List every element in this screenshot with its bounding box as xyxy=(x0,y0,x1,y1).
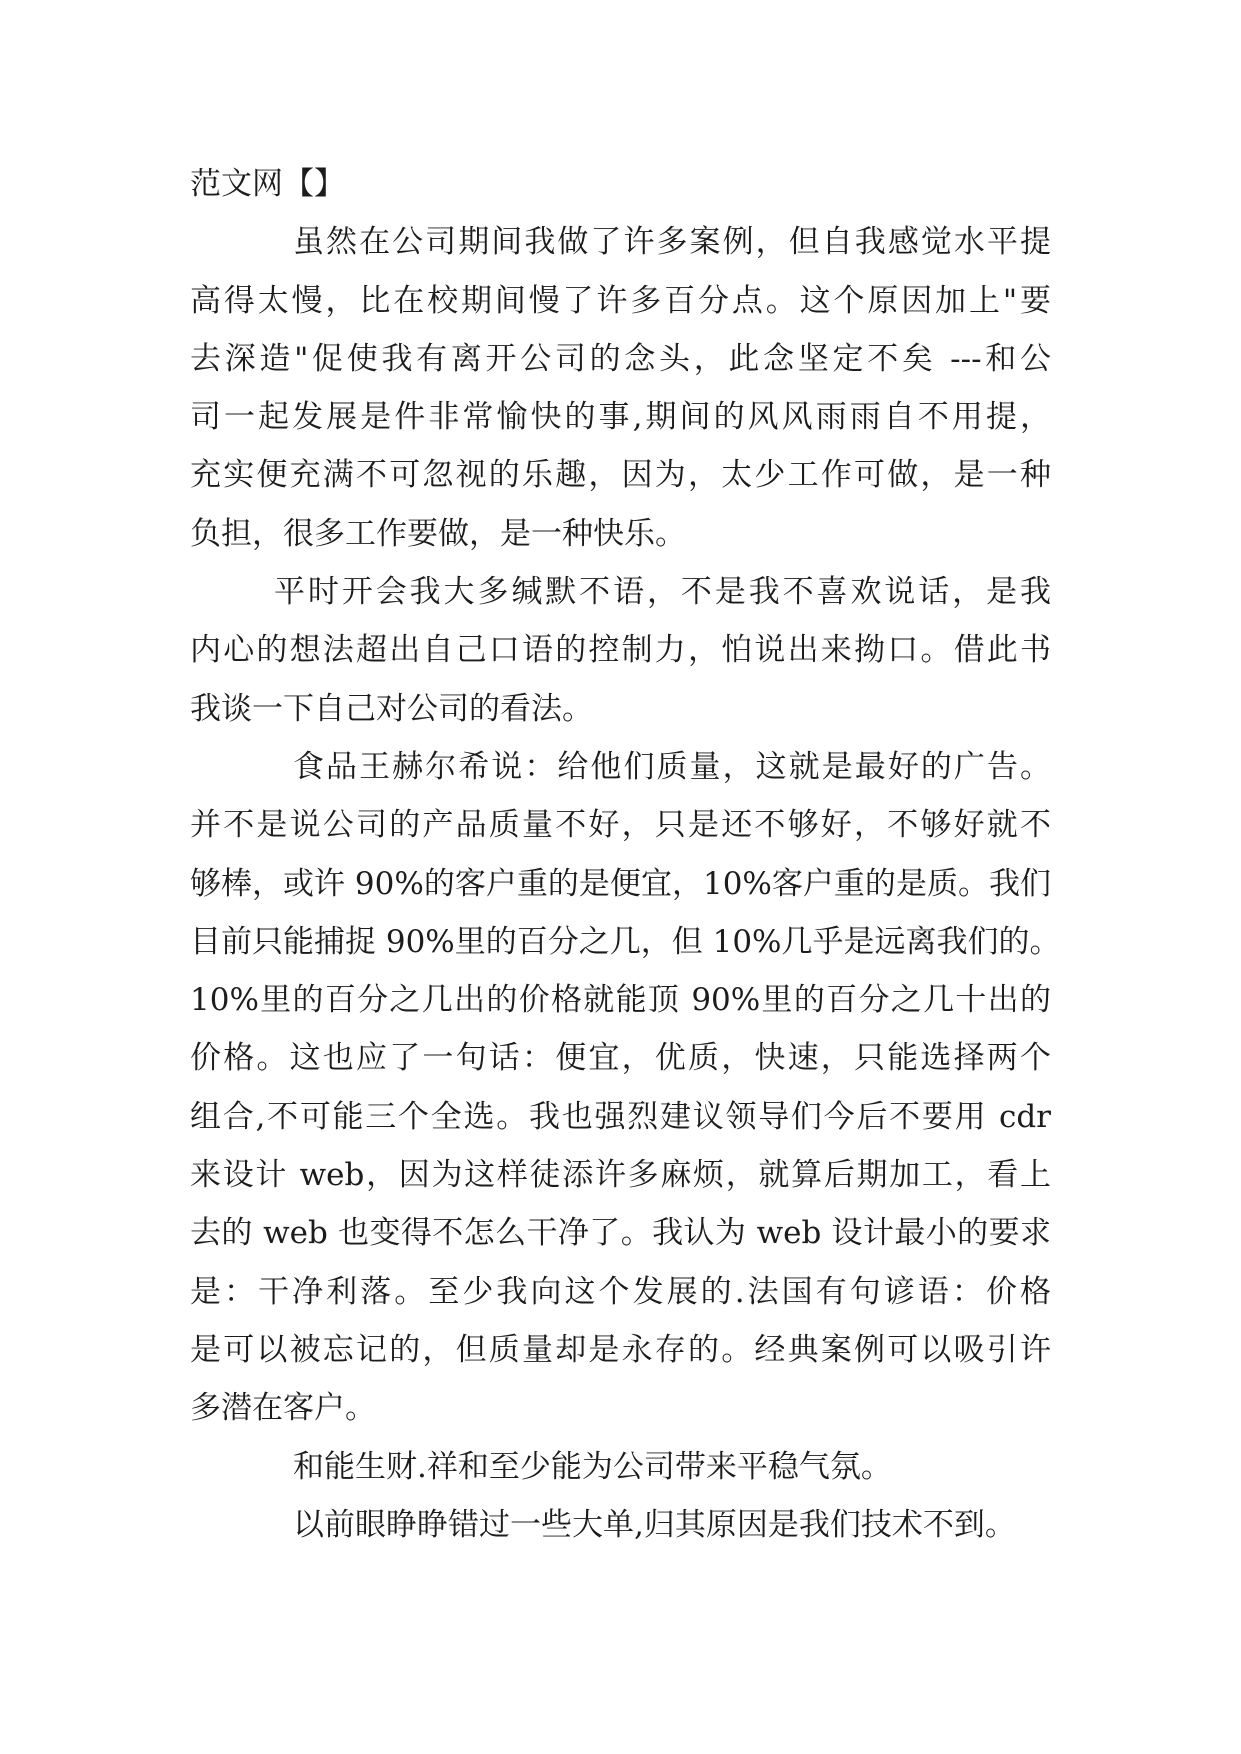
text-line: 来设计 web，因为这样徒添许多麻烦，就算后期加工，看上 xyxy=(190,1157,1051,1194)
text-line: 负担，很多工作要做，是一种快乐。 xyxy=(190,515,686,552)
text-line: 充实便充满不可忽视的乐趣，因为，太少工作可做，是一种 xyxy=(190,457,1051,494)
text-line: 并不是说公司的产品质量不好，只是还不够好，不够好就不 xyxy=(190,807,1051,844)
site-name: 范文网【】 xyxy=(190,166,345,202)
text-line: 10%里的百分之几出的价格就能顶 90%里的百分之几十出的 xyxy=(190,982,1051,1019)
text-line: 我谈一下自己对公司的看法。 xyxy=(190,690,593,727)
text-line: 食品王赫尔希说：给他们质量，这就是最好的广告。 xyxy=(293,748,1051,785)
text-line: 目前只能捕捉 90%里的百分之几，但 10%几乎是远离我们的。 xyxy=(190,923,1061,960)
document-body xyxy=(190,155,1061,1554)
text-line: 是：干净利落。至少我向这个发展的.法国有句谚语：价格 xyxy=(190,1273,1051,1310)
text-line: 组合,不可能三个全选。我也强烈建议领导们今后不要用 cdr xyxy=(190,1098,1051,1135)
text-line: 内心的想法超出自己口语的控制力，怕说出来拗口。借此书 xyxy=(190,632,1051,669)
paragraph-3 xyxy=(190,738,1061,1438)
text-line: 价格。这也应了一句话：便宜，优质，快速，只能选择两个 xyxy=(190,1040,1051,1077)
paragraph-2 xyxy=(190,563,1051,738)
text-line: 和能生财.祥和至少能为公司带来平稳气氛。 xyxy=(293,1448,892,1485)
text-line: 以前眼睁睁错过一些大单,归其原因是我们技术不到。 xyxy=(293,1506,1016,1543)
text-line: 虽然在公司期间我做了许多案例，但自我感觉水平提 xyxy=(293,224,1051,261)
text-line: 高得太慢，比在校期间慢了许多百分点。这个原因加上"要 xyxy=(190,282,1051,319)
paragraph-4 xyxy=(190,1438,1051,1496)
text-line: 去的 web 也变得不怎么干净了。我认为 web 设计最小的要求 xyxy=(190,1215,1051,1252)
text-line: 平时开会我大多缄默不语，不是我不喜欢说话，是我 xyxy=(274,574,1051,611)
paragraph-5 xyxy=(190,1496,1051,1554)
text-line: 去深造"促使我有离开公司的念头，此念坚定不矣 ---和公 xyxy=(190,340,1051,377)
text-line: 多潜在客户。 xyxy=(190,1390,376,1427)
text-line: 司一起发展是件非常愉快的事,期间的风风雨雨自不用提， xyxy=(190,399,1051,436)
text-line: 是可以被忘记的，但质量却是永存的。经典案例可以吸引许 xyxy=(190,1331,1051,1368)
paragraph-1 xyxy=(190,213,1051,563)
text-line: 够棒，或许 90%的客户重的是便宜，10%客户重的是质。我们 xyxy=(190,865,1051,902)
